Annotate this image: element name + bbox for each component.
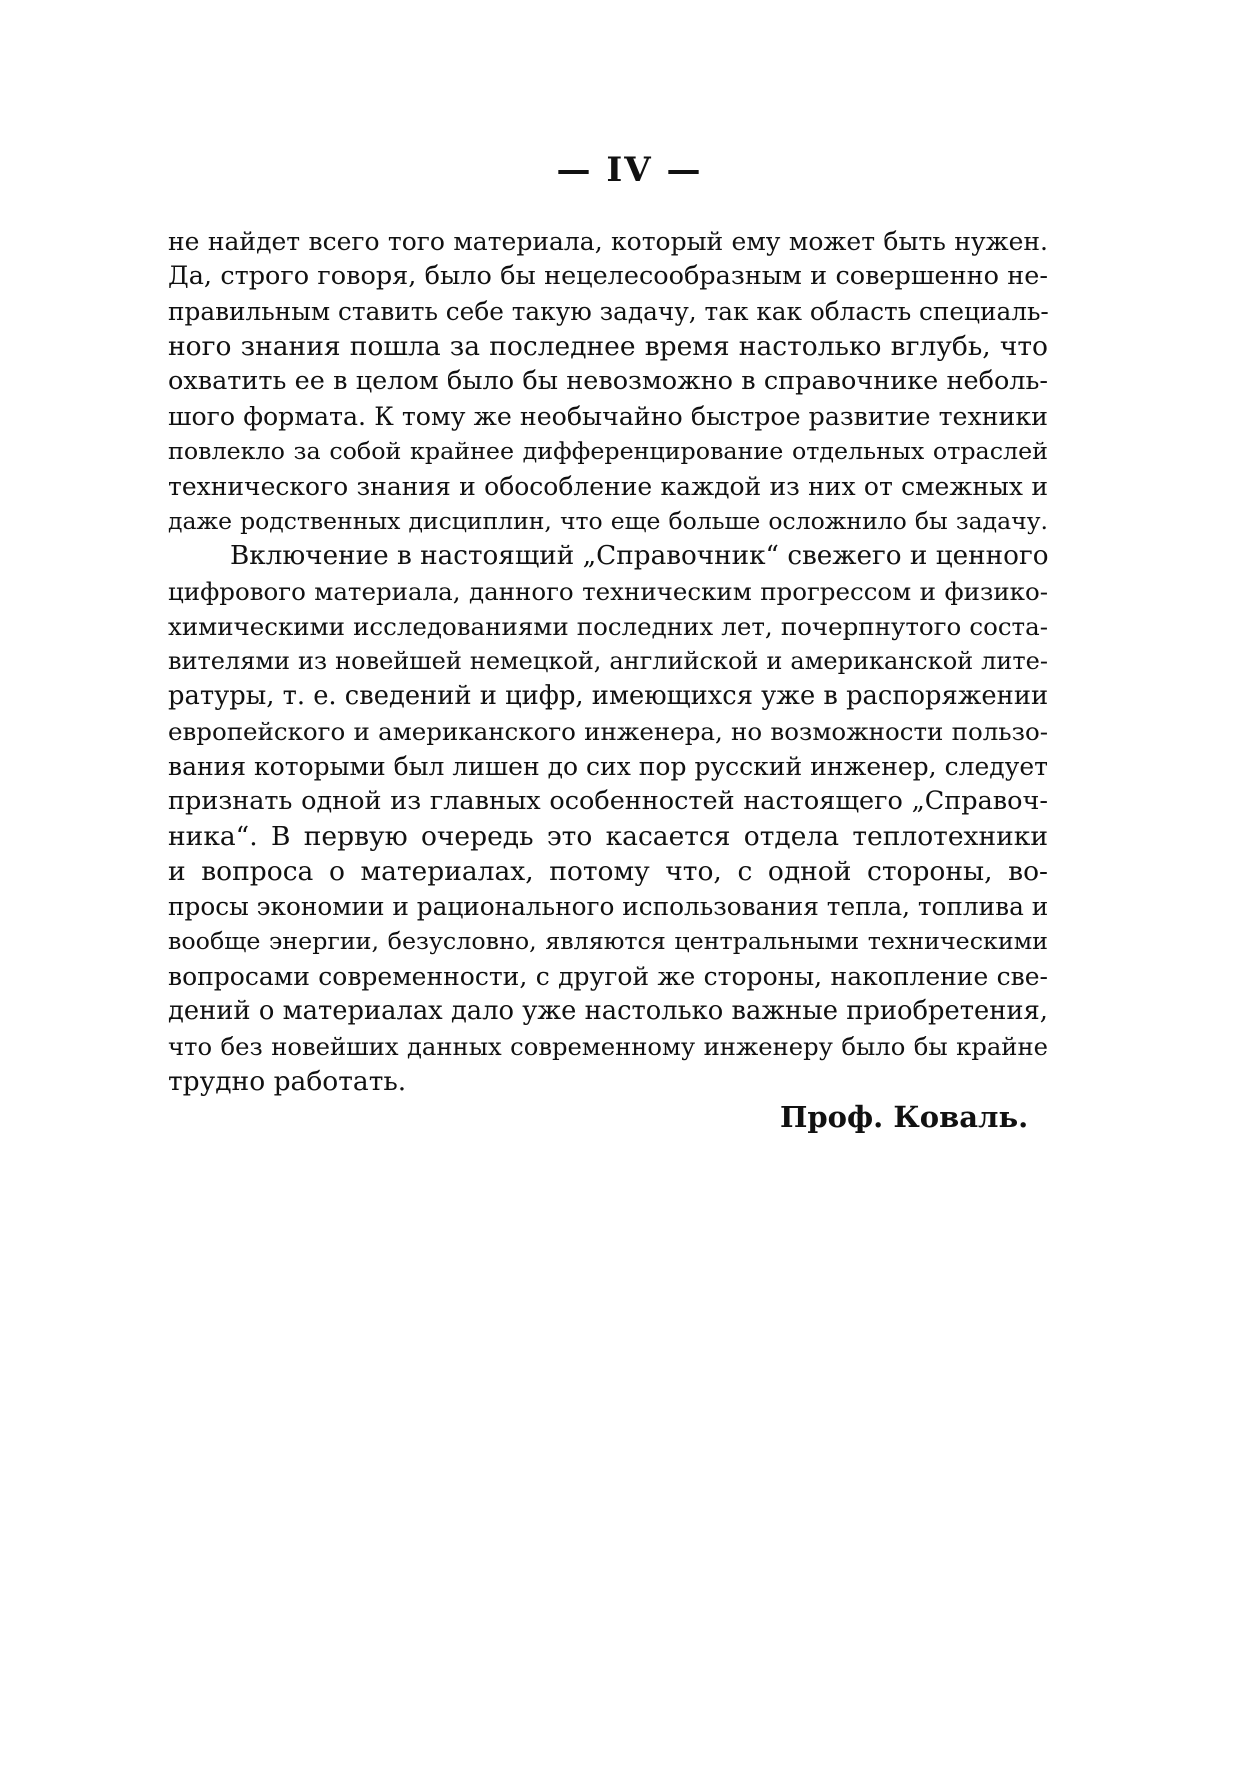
text-line: вителями из новейшей немецкой, английской и американской лите- (168, 647, 1048, 675)
text-line: охватить ее в целом было бы невозможно в справочнике неболь- (168, 366, 1048, 396)
text-line: технического знания и обособление каждой из них от смежных и (168, 472, 1048, 501)
text-line: признать одной из главных особенностей настоящего „Справоч- (168, 786, 1048, 816)
text-line: Да, строго говоря, было бы нецелесообразным и совершенно не- (168, 261, 1048, 291)
text-line: химическими исследованиями последних лет, почерпнутого соста- (168, 612, 1048, 641)
text-line: цифрового материала, данного техническим прогрессом и физико- (168, 577, 1048, 606)
text-line: правильным ставить себе такую задачу, так как область специаль- (168, 297, 1049, 326)
preface-text (168, 224, 1048, 1099)
text-line: просы экономии и рационального использования тепла, топлива и (168, 892, 1049, 921)
paragraph-start-line: Включение в настоящий „Справочник“ свежего и ценного (230, 541, 1049, 571)
text-line: ратуры, т. е. сведений и цифр, имеющихся уже в распоряжении (168, 681, 1049, 711)
text-line: дений о материалах дало уже настолько важные приобретения, (168, 996, 1048, 1026)
text-line: вопросами современности, с другой же стороны, накопление све- (168, 962, 1048, 991)
text-line: и вопроса о материалах, потому что, с одной стороны, во- (168, 856, 1048, 887)
text-line: вания которыми был лишен до сих пор русский инженер, следует (168, 752, 1048, 781)
author-signature: Проф. Коваль. (780, 1100, 1029, 1134)
text-line: даже родственных дисциплин, что еще больше осложнило бы задачу. (168, 507, 1048, 535)
text-line: вообще энергии, безусловно, являются центральными техническими (168, 927, 1048, 955)
text-line: шого формата. К тому же необычайно быстрое развитие техники (168, 402, 1048, 431)
text-line: ника“. В первую очередь это касается отдела теплотехники (168, 821, 1048, 852)
text-line: что без новейших данных современному инженеру было бы крайне (168, 1032, 1048, 1061)
text-line: повлекло за собой крайнее дифференцирование отдельных отраслей (168, 437, 1048, 465)
text-line: не найдет всего того материала, который ему может быть нужен. (168, 227, 1048, 256)
text-line: ного знания пошла за последнее время настолько вглубь, что (168, 331, 1048, 362)
text-line: европейского и американского инженера, но возможности пользо- (168, 717, 1048, 746)
text-line: трудно работать. (168, 1066, 407, 1097)
page-number: — IV — (556, 150, 703, 190)
